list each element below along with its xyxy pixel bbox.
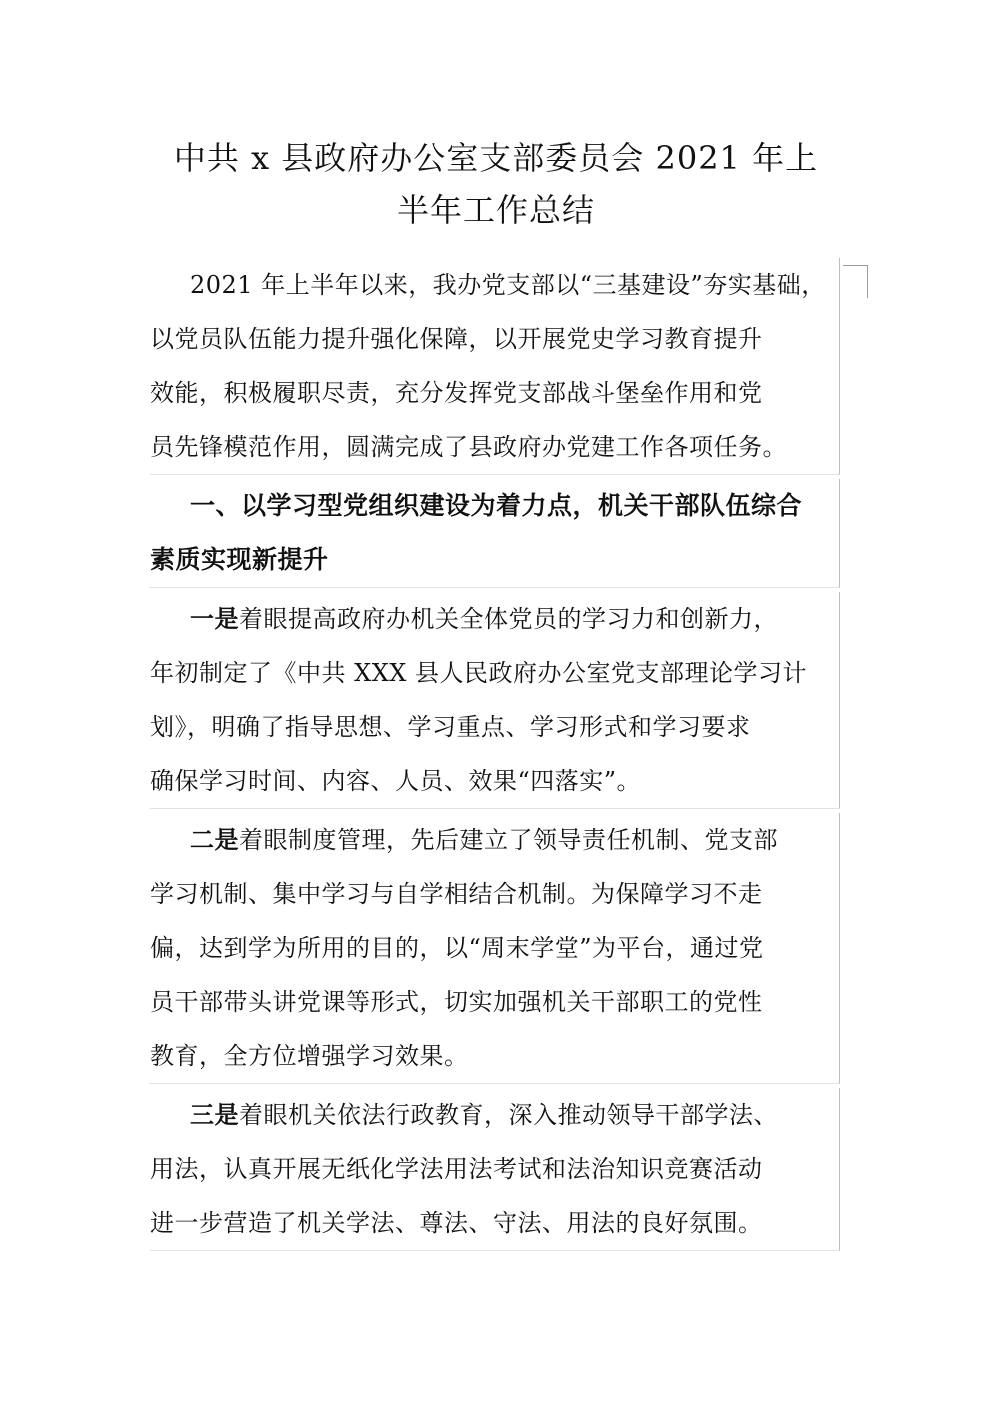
- paragraph-line: 进一步营造了机关学法、尊法、守法、用法的良好氛围。: [150, 1209, 763, 1237]
- paragraph-line: [150, 813, 839, 867]
- paragraph-line: 学习机制、集中学习与自学相结合机制。为保障学习不走: [150, 880, 763, 908]
- title-line-1: 中共 x 县政府办公室支部委员会 2021 年上: [173, 139, 819, 177]
- point-three-lead: 三是: [190, 1101, 239, 1129]
- heading-line: 素质实现新提升: [150, 545, 329, 574]
- paragraph-line: [150, 1088, 839, 1142]
- heading-line: 一、以学习型党组织建设为着力点，机关干部队伍综合: [190, 491, 803, 520]
- document-title: [140, 132, 852, 236]
- point-three-paragraph: [150, 1088, 840, 1251]
- point-one-lead: 一是: [190, 605, 239, 633]
- paragraph-line-text: 着眼机关依法行政教育，深入推动领导干部学法、: [239, 1101, 778, 1129]
- paragraph-line: 用法，认真开展无纸化学法用法考试和法治知识竞赛活动: [150, 1155, 763, 1183]
- point-one-paragraph: [150, 592, 840, 809]
- margin-corner-mark: [843, 265, 868, 298]
- paragraph-line: 员干部带头讲党课等形式，切实加强机关干部职工的党性: [150, 988, 763, 1016]
- section-heading: [150, 479, 840, 588]
- intro-paragraph: [150, 258, 840, 475]
- paragraph-line-text: 着眼提高政府办机关全体党员的学习力和创新力，: [239, 605, 778, 633]
- title-line-2: 半年工作总结: [396, 191, 595, 229]
- paragraph-line: 教育，全方位增强学习效果。: [150, 1042, 469, 1070]
- paragraph-line: 偏，达到学为所用的目的，以“周末学堂”为平台，通过党: [150, 934, 764, 962]
- paragraph-line: 2021 年上半年以来，我办党支部以“三基建设”夯实基础，: [190, 271, 826, 299]
- paragraph-line: 年初制定了《中共 XXX 县人民政府办公室党支部理论学习计: [150, 659, 808, 687]
- paragraph-line: 确保学习时间、内容、人员、效果“四落实”。: [150, 767, 642, 795]
- point-two-lead: 二是: [190, 826, 239, 854]
- paragraph-line: [150, 592, 839, 646]
- document-body: [150, 258, 840, 1251]
- point-two-paragraph: [150, 813, 840, 1084]
- paragraph-line: 划》，明确了指导思想、学习重点、学习形式和学习要求: [150, 713, 751, 741]
- paragraph-line-text: 着眼制度管理，先后建立了领导责任机制、党支部: [239, 826, 778, 854]
- paragraph-line: 员先锋模范作用，圆满完成了县政府办党建工作各项任务。: [150, 433, 787, 461]
- paragraph-line: 以党员队伍能力提升强化保障，以开展党史学习教育提升: [150, 325, 763, 353]
- paragraph-line: 效能，积极履职尽责，充分发挥党支部战斗堡垒作用和党: [150, 379, 763, 407]
